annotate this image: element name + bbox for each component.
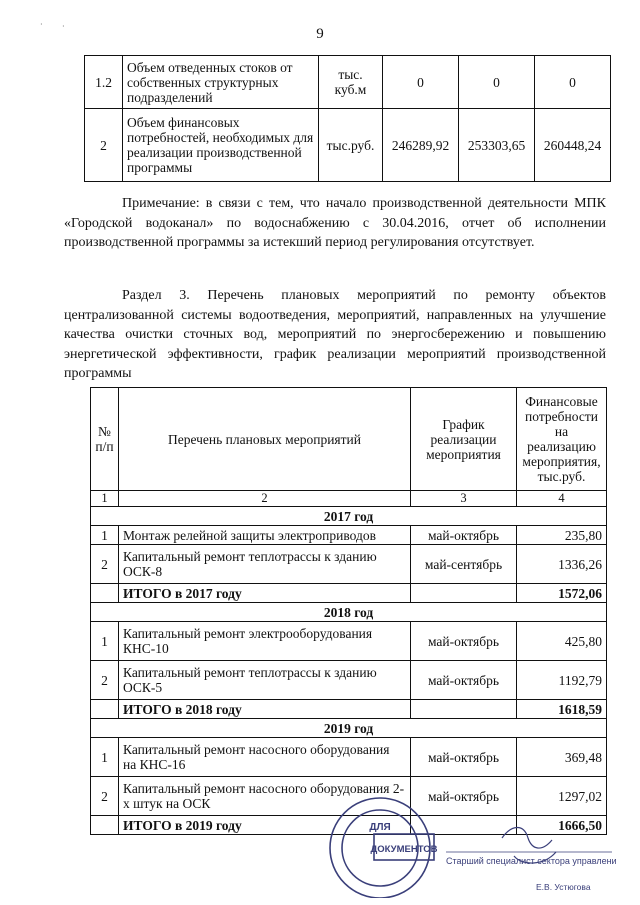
item-amount: 1336,26	[517, 545, 607, 584]
item-schedule: май-октябрь	[411, 777, 517, 816]
total-amount: 1572,06	[517, 584, 607, 603]
row-unit: тыс.руб.	[319, 109, 383, 182]
row-description: Объем финансовых потребностей, необходимых для реализации производственной программы	[123, 109, 319, 182]
year-heading: 2019 год	[91, 719, 607, 738]
item-name: Капитальный ремонт насосного оборудования на КНС-16	[119, 738, 411, 777]
row-value: 260448,24	[535, 109, 611, 182]
item-name: Капитальный ремонт электрооборудования КНС-10	[119, 622, 411, 661]
item-schedule: май-октябрь	[411, 526, 517, 545]
total-label: ИТОГО в 2017 году	[119, 584, 411, 603]
table-row	[91, 622, 607, 661]
column-number: 1	[91, 491, 119, 507]
row-value: 253303,65	[459, 109, 535, 182]
scan-dot: ·	[62, 22, 65, 31]
table-header-row	[91, 388, 607, 491]
plan-table	[90, 387, 607, 835]
table-row	[91, 545, 607, 584]
summary-table	[84, 55, 611, 182]
row-value: 0	[383, 56, 459, 109]
total-label: ИТОГО в 2019 году	[119, 816, 411, 835]
row-value: 246289,92	[383, 109, 459, 182]
item-amount: 425,80	[517, 622, 607, 661]
note-paragraph: Примечание: в связи с тем, что начало производственной деятельности МПК «Городской водоканал» по водоснабжению с 30.04.2016, отчет об исполнении производственной программы за истекший период регулирования отсутствует.	[64, 196, 606, 250]
year-row	[91, 603, 607, 622]
table-row	[85, 56, 611, 109]
column-number-row	[91, 491, 607, 507]
column-number: 3	[411, 491, 517, 507]
item-number: 1	[91, 622, 119, 661]
total-row	[91, 584, 607, 603]
row-value: 0	[535, 56, 611, 109]
total-label: ИТОГО в 2018 году	[119, 700, 411, 719]
stamp-position-text: Старший специалист сектора управления	[446, 856, 616, 866]
table-row	[91, 738, 607, 777]
page-number: 9	[316, 26, 324, 42]
table-row	[85, 109, 611, 182]
year-heading: 2017 год	[91, 507, 607, 526]
item-amount: 1297,02	[517, 777, 607, 816]
header-schedule: График реализации мероприятия	[411, 388, 517, 491]
column-number: 2	[119, 491, 411, 507]
header-name: Перечень плановых мероприятий	[119, 388, 411, 491]
stamp-docs-text: ДОКУМЕНТОВ	[370, 844, 438, 855]
table-row	[91, 661, 607, 700]
item-number: 2	[91, 545, 119, 584]
item-amount: 369,48	[517, 738, 607, 777]
scan-dot: ·	[40, 20, 43, 29]
column-number: 4	[517, 491, 607, 507]
row-unit: тыс. куб.м	[319, 56, 383, 109]
item-name: Капитальный ремонт теплотрассы к зданию ОСК-8	[119, 545, 411, 584]
total-amount: 1618,59	[517, 700, 607, 719]
item-number: 2	[91, 661, 119, 700]
row-value: 0	[459, 56, 535, 109]
item-number: 2	[91, 777, 119, 816]
item-schedule: май-октябрь	[411, 622, 517, 661]
item-number: 1	[91, 738, 119, 777]
stamp-for-text: ДЛЯ	[369, 822, 391, 833]
item-name: Капитальный ремонт насосного оборудования 2-х штук на ОСК	[119, 777, 411, 816]
section-title: Раздел 3. Перечень плановых мероприятий по ремонту объектов централизованной системы водоотведения, мероприятий, направленных на улучшение качества очистки сточных вод, мероприятий по энергосбережению и повышению энергетической эффективности, график реализации мероприятий производственной программы	[64, 288, 606, 381]
item-name: Монтаж релейной защиты электроприводов	[119, 526, 411, 545]
row-description: Объем отведенных стоков от собственных структурных подразделений	[123, 56, 319, 109]
item-amount: 235,80	[517, 526, 607, 545]
item-amount: 1192,79	[517, 661, 607, 700]
item-schedule: май-октябрь	[411, 738, 517, 777]
stamp-graphic	[326, 786, 616, 898]
table-row	[91, 526, 607, 545]
year-row	[91, 507, 607, 526]
header-num: № п/п	[91, 388, 119, 491]
item-schedule: май-октябрь	[411, 661, 517, 700]
item-schedule: май-сентябрь	[411, 545, 517, 584]
row-number: 2	[85, 109, 123, 182]
total-amount: 1666,50	[517, 816, 607, 835]
year-heading: 2018 год	[91, 603, 607, 622]
item-name: Капитальный ремонт теплотрассы к зданию ОСК-5	[119, 661, 411, 700]
item-number: 1	[91, 526, 119, 545]
year-row	[91, 719, 607, 738]
total-row	[91, 700, 607, 719]
header-finance: Финансовые потребности на реализацию мероприятия, тыс.руб.	[517, 388, 607, 491]
row-number: 1.2	[85, 56, 123, 109]
stamp-signer: Е.В. Устюгова	[536, 882, 591, 892]
official-stamp	[326, 786, 616, 898]
